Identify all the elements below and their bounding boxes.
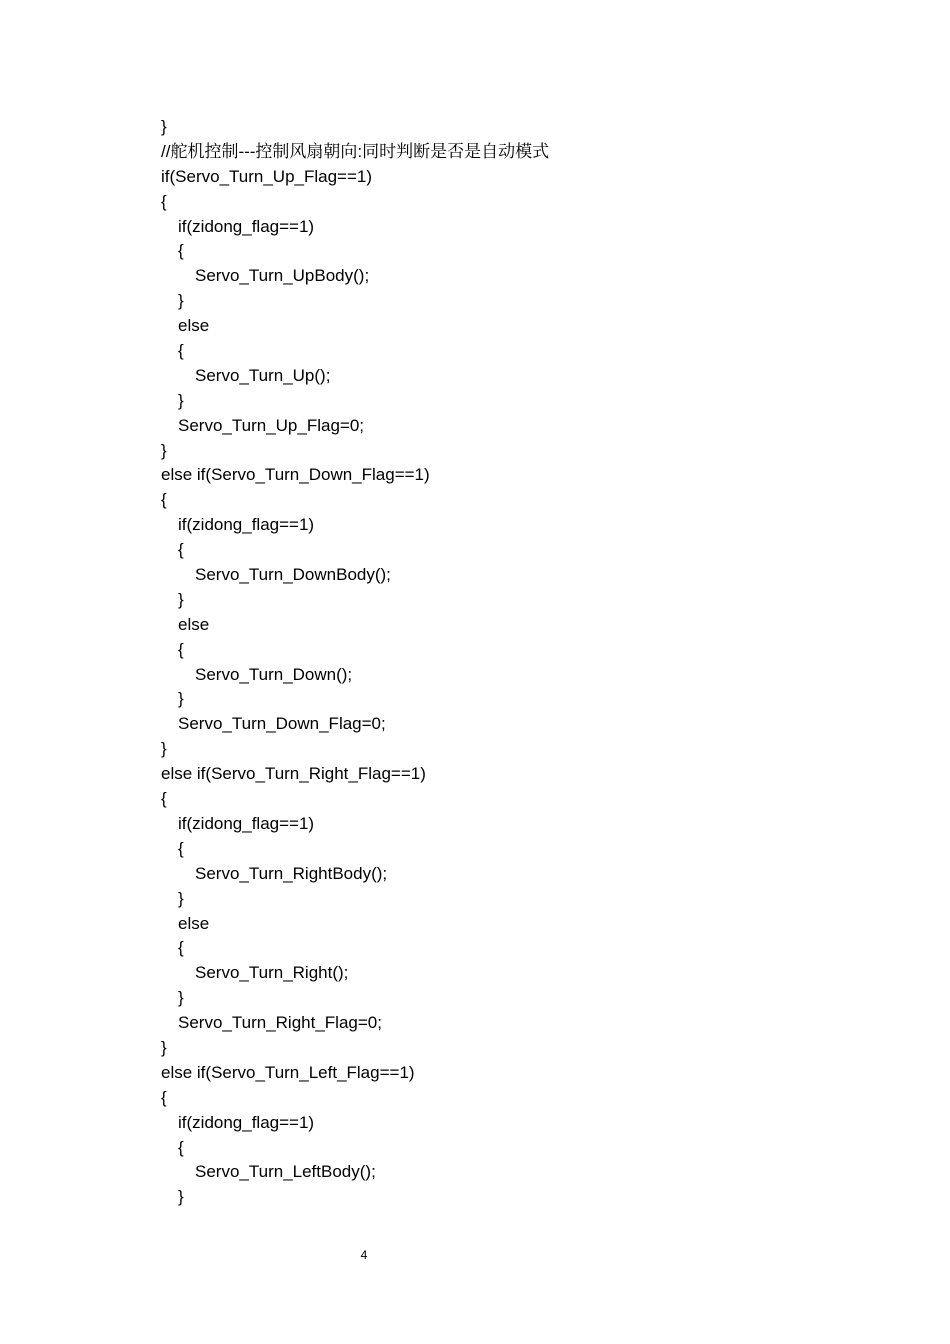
code-line: {: [178, 540, 184, 560]
code-line: {: [161, 1087, 167, 1107]
code-line: else: [178, 614, 210, 634]
code-line: {: [178, 341, 184, 361]
code-line: }: [178, 390, 184, 410]
code-line: Servo_Turn_Down_Flag=0;: [178, 714, 386, 734]
code-line: }: [178, 1187, 184, 1207]
code-line: Servo_Turn_Up();: [195, 365, 331, 385]
code-line: else if(Servo_Turn_Down_Flag==1): [161, 465, 430, 485]
code-line: if(Servo_Turn_Up_Flag==1): [161, 166, 373, 186]
code-line: if(zidong_flag==1): [178, 813, 315, 833]
code-line: else if(Servo_Turn_Left_Flag==1): [161, 1062, 415, 1082]
code-line: }: [161, 117, 167, 136]
code-line: Servo_Turn_Right();: [195, 963, 349, 983]
code-line: {: [178, 241, 184, 261]
code-line: else: [178, 316, 210, 336]
code-line: }: [161, 1037, 167, 1057]
code-line: }: [178, 589, 184, 609]
code-line: }: [178, 291, 184, 311]
code-line: }: [178, 988, 184, 1008]
code-line: {: [161, 490, 167, 510]
page-number: 4: [360, 1248, 368, 1262]
code-line: Servo_Turn_Right_Flag=0;: [178, 1013, 382, 1033]
code-line: Servo_Turn_UpBody();: [195, 266, 370, 286]
code-line: }: [178, 689, 184, 709]
code-line: Servo_Turn_RightBody();: [195, 863, 388, 883]
code-line: {: [178, 838, 184, 858]
code-line: Servo_Turn_Up_Flag=0;: [178, 415, 365, 435]
code-line: else if(Servo_Turn_Right_Flag==1): [161, 764, 426, 784]
code-line: {: [178, 1137, 184, 1157]
code-listing: [161, 115, 861, 1210]
code-line: {: [178, 938, 184, 958]
code-line: if(zidong_flag==1): [178, 515, 315, 535]
code-line: }: [161, 739, 167, 759]
code-line: }: [161, 440, 167, 460]
code-line: Servo_Turn_Down();: [195, 664, 353, 684]
code-line: {: [178, 639, 184, 659]
code-line: Servo_Turn_DownBody();: [195, 565, 391, 585]
code-line: {: [161, 789, 167, 809]
code-line: }: [178, 888, 184, 908]
code-line: if(zidong_flag==1): [178, 1112, 315, 1132]
code-line: Servo_Turn_LeftBody();: [195, 1162, 376, 1182]
code-line: if(zidong_flag==1): [178, 216, 315, 236]
code-line: else: [178, 913, 210, 933]
code-comment-line: //舵机控制---控制风扇朝向:同时判断是否是自动模式: [161, 141, 550, 161]
code-line: {: [161, 191, 167, 211]
